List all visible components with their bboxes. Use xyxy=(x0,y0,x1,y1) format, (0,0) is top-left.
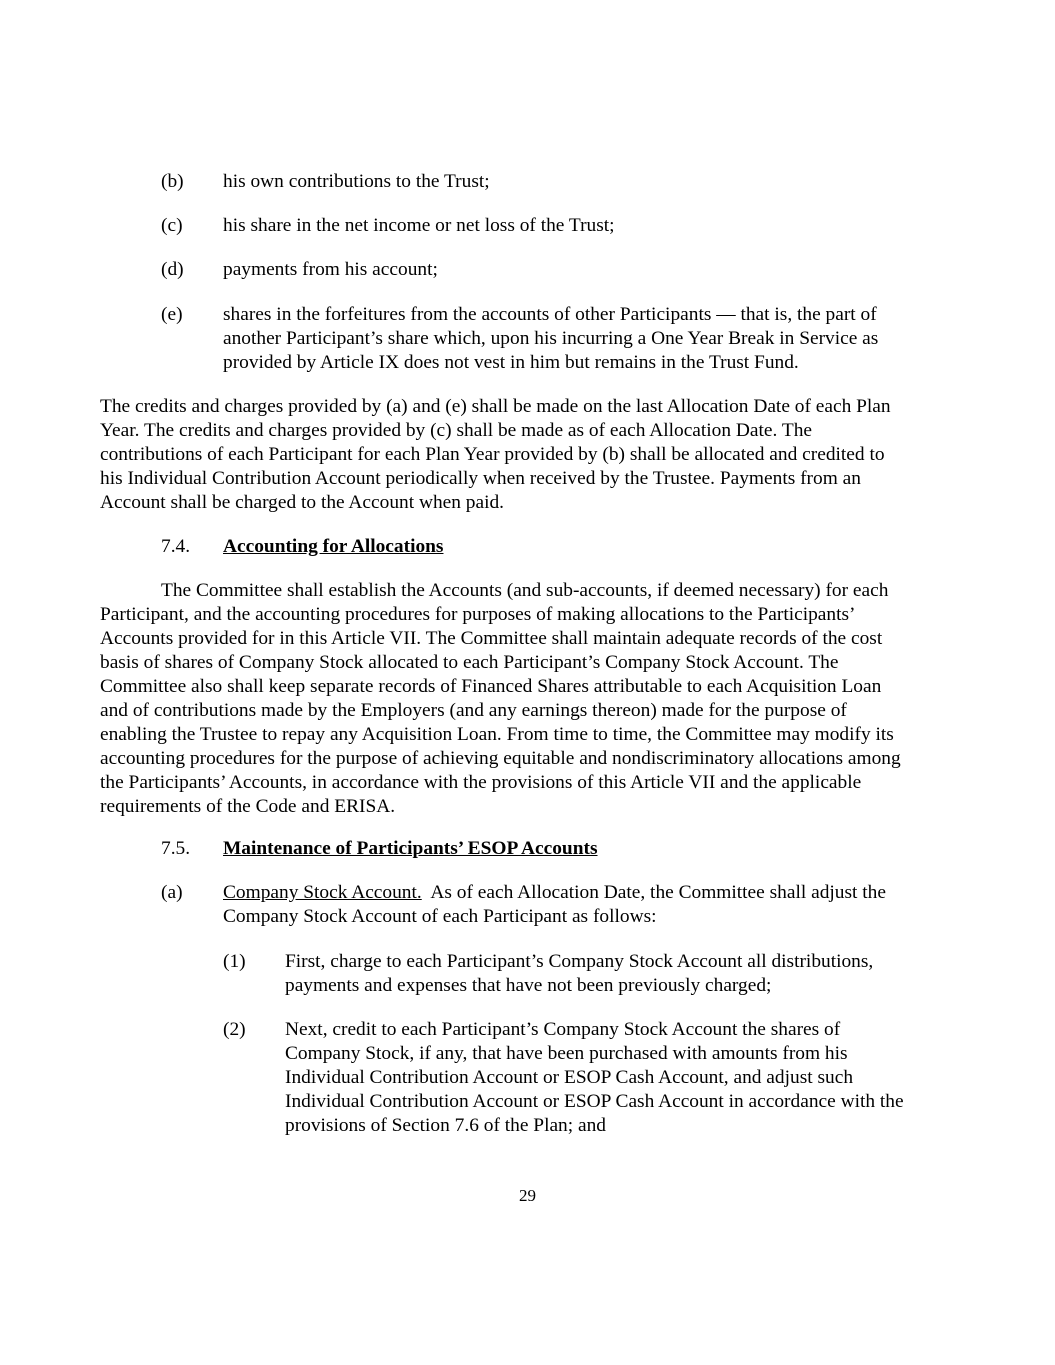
text-line: Individual Contribution Account or ESOP Cash Account, and adjust such xyxy=(285,1067,854,1088)
text-line: Accounts provided for in this Article VII. The Committee shall maintain adequate records of the cost xyxy=(100,628,883,649)
text-line: The credits and charges provided by (a) and (e) shall be made on the last Allocation Date of each Plan xyxy=(100,396,891,417)
underlined-term: Company Stock Account. xyxy=(223,882,422,903)
text-line: Company Stock Account of each Participant as follows: xyxy=(223,906,657,927)
text-line: accounting procedures for the purpose of achieving equitable and nondiscriminatory allocations among xyxy=(100,748,901,769)
list-item-text xyxy=(285,950,957,998)
text-line: payments from his account; xyxy=(223,259,438,280)
text-line: payments and expenses that have not been previously charged; xyxy=(285,975,772,996)
accounting-paragraph xyxy=(100,579,960,819)
text-line: and of contributions made by the Employers (and any earnings thereon) made for the purpose of xyxy=(100,700,847,721)
page-number: 29 xyxy=(519,1186,536,1205)
text-line: Company Stock, if any, that have been purchased with amounts from his xyxy=(285,1043,848,1064)
list-marker: (d) xyxy=(161,259,184,280)
text-line: contributions of each Participant for each Plan Year provided by (b) shall be allocated and credited to xyxy=(100,444,885,465)
text-line: Participant, and the accounting procedures for purposes of making allocations to the Participants’ xyxy=(100,604,856,625)
text-line: requirements of the Code and ERISA. xyxy=(100,796,396,817)
section-number: 7.5. xyxy=(161,838,191,859)
text-line: another Participant’s share which, upon his incurring a One Year Break in Service as xyxy=(223,328,879,349)
text-line: provisions of Section 7.6 of the Plan; and xyxy=(285,1115,606,1136)
list-marker: (2) xyxy=(223,1019,246,1040)
text-line: enabling the Trustee to repay any Acquisition Loan. From time to time, the Committee may modify its xyxy=(100,724,894,745)
text-line: his Individual Contribution Account periodically when received by the Trustee. Payments from an xyxy=(100,468,861,489)
list-marker: (b) xyxy=(161,171,184,192)
list-item-text xyxy=(223,170,958,194)
text-line: Committee also shall keep separate records of Financed Shares attributable to each Acquisition Loan xyxy=(100,676,882,697)
list-item-text xyxy=(223,258,958,282)
credits-paragraph xyxy=(100,395,960,515)
list-marker: (e) xyxy=(161,304,183,325)
text-line xyxy=(223,881,958,905)
text-line: Next, credit to each Participant’s Company Stock Account the shares of xyxy=(285,1019,841,1040)
text-line: his own contributions to the Trust; xyxy=(223,171,490,192)
text-line: the Participants’ Accounts, in accordance with the provisions of this Article VII and the applicable xyxy=(100,772,862,793)
list-item-text xyxy=(223,303,958,375)
section-number: 7.4. xyxy=(161,536,191,557)
list-marker: (c) xyxy=(161,215,183,236)
text-run: As of each Allocation Date, the Committee shall adjust the xyxy=(421,882,886,903)
section-title: Accounting for Allocations xyxy=(223,536,444,557)
list-marker: (1) xyxy=(223,951,246,972)
text-line: The Committee shall establish the Accounts (and sub-accounts, if deemed necessary) for each xyxy=(161,580,889,601)
list-marker: (a) xyxy=(161,882,183,903)
text-line: Account shall be charged to the Account when paid. xyxy=(100,492,505,513)
list-item-text xyxy=(285,1018,957,1138)
text-line: Individual Contribution Account or ESOP Cash Account in accordance with the xyxy=(285,1091,904,1112)
text-line: Year. The credits and charges provided by (c) shall be made as of each Allocation Date. The xyxy=(100,420,813,441)
list-item-text xyxy=(223,214,958,238)
text-line: First, charge to each Participant’s Company Stock Account all distributions, xyxy=(285,951,874,972)
list-item-text xyxy=(223,881,958,929)
text-line: provided by Article IX does not vest in him but remains in the Trust Fund. xyxy=(223,352,799,373)
text-line: shares in the forfeitures from the accounts of other Participants — that is, the part of xyxy=(223,304,877,325)
section-title: Maintenance of Participants’ ESOP Accounts xyxy=(223,838,598,859)
text-line: basis of shares of Company Stock allocated to each Participant’s Company Stock Account. The xyxy=(100,652,839,673)
text-line: his share in the net income or net loss of the Trust; xyxy=(223,215,615,236)
